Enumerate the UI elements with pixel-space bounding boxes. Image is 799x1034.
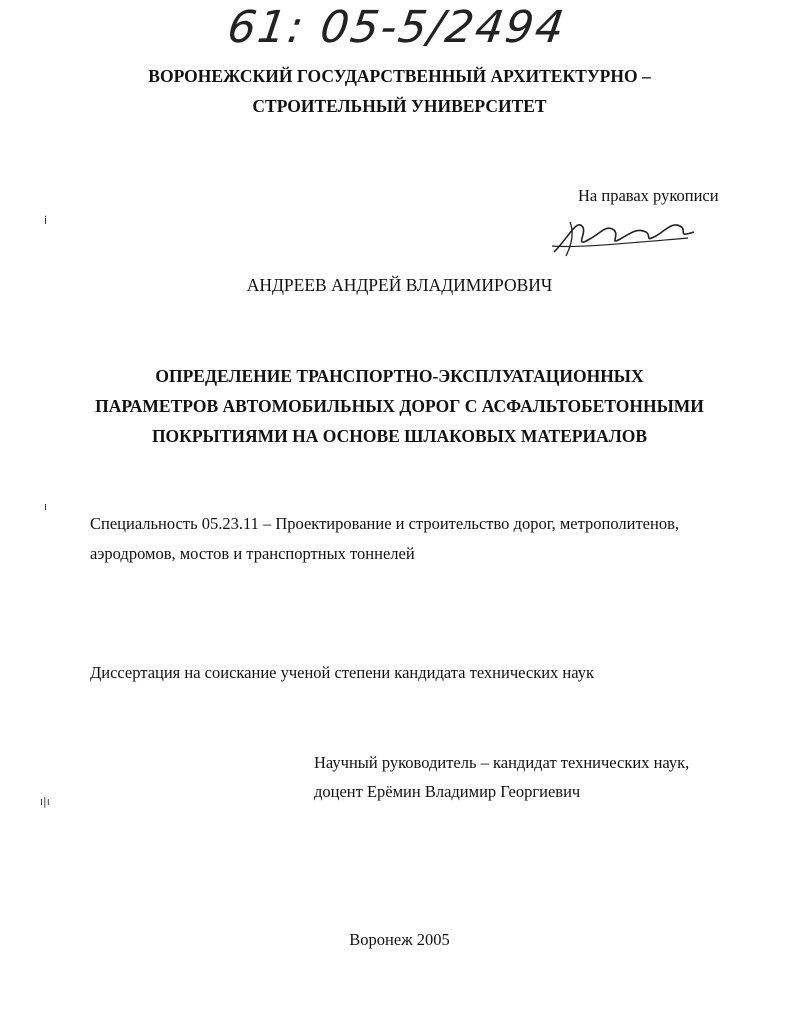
dissertation-title-line2: ПАРАМЕТРОВ АВТОМОБИЛЬНЫХ ДОРОГ С АСФАЛЬТОБЕТОННЫМИ	[95, 396, 704, 416]
dissertation-title-line3: ПОКРЫТИЯМИ НА ОСНОВЕ ШЛАКОВЫХ МАТЕРИАЛОВ	[151, 426, 648, 446]
handwritten-catalog-number: 61: 05-5/2494	[224, 2, 570, 53]
margin-mark: ı	[44, 500, 48, 513]
margin-mark: ı|ı	[40, 795, 50, 808]
scientific-advisor-line2: доцент Ерёмин Владимир Георгиевич	[314, 782, 581, 801]
scientific-advisor-line1: Научный руководитель – кандидат технических наук,	[314, 753, 690, 772]
signature-icon	[548, 208, 698, 262]
specialty-line1: Специальность 05.23.11 – Проектирование и строительство дорог, метрополитенов,	[90, 514, 679, 533]
author-name: АНДРЕЕВ АНДРЕЙ ВЛАДИМИРОВИЧ	[246, 275, 553, 295]
specialty-line2: аэродромов, мостов и транспортных тоннелей	[90, 544, 415, 563]
university-name-line1: ВОРОНЕЖСКИЙ ГОСУДАРСТВЕННЫЙ АРХИТЕКТУРНО –	[148, 66, 651, 86]
margin-mark: ı̇	[44, 214, 48, 227]
place-year: Воронеж 2005	[349, 930, 450, 949]
rights-note: На правах рукописи	[578, 186, 719, 205]
dissertation-title-line1: ОПРЕДЕЛЕНИЕ ТРАНСПОРТНО-ЭКСПЛУАТАЦИОННЫХ	[155, 366, 644, 386]
university-name-line2: СТРОИТЕЛЬНЫЙ УНИВЕРСИТЕТ	[252, 96, 547, 116]
dissertation-degree: Диссертация на соискание ученой степени кандидата технических наук	[90, 663, 594, 682]
